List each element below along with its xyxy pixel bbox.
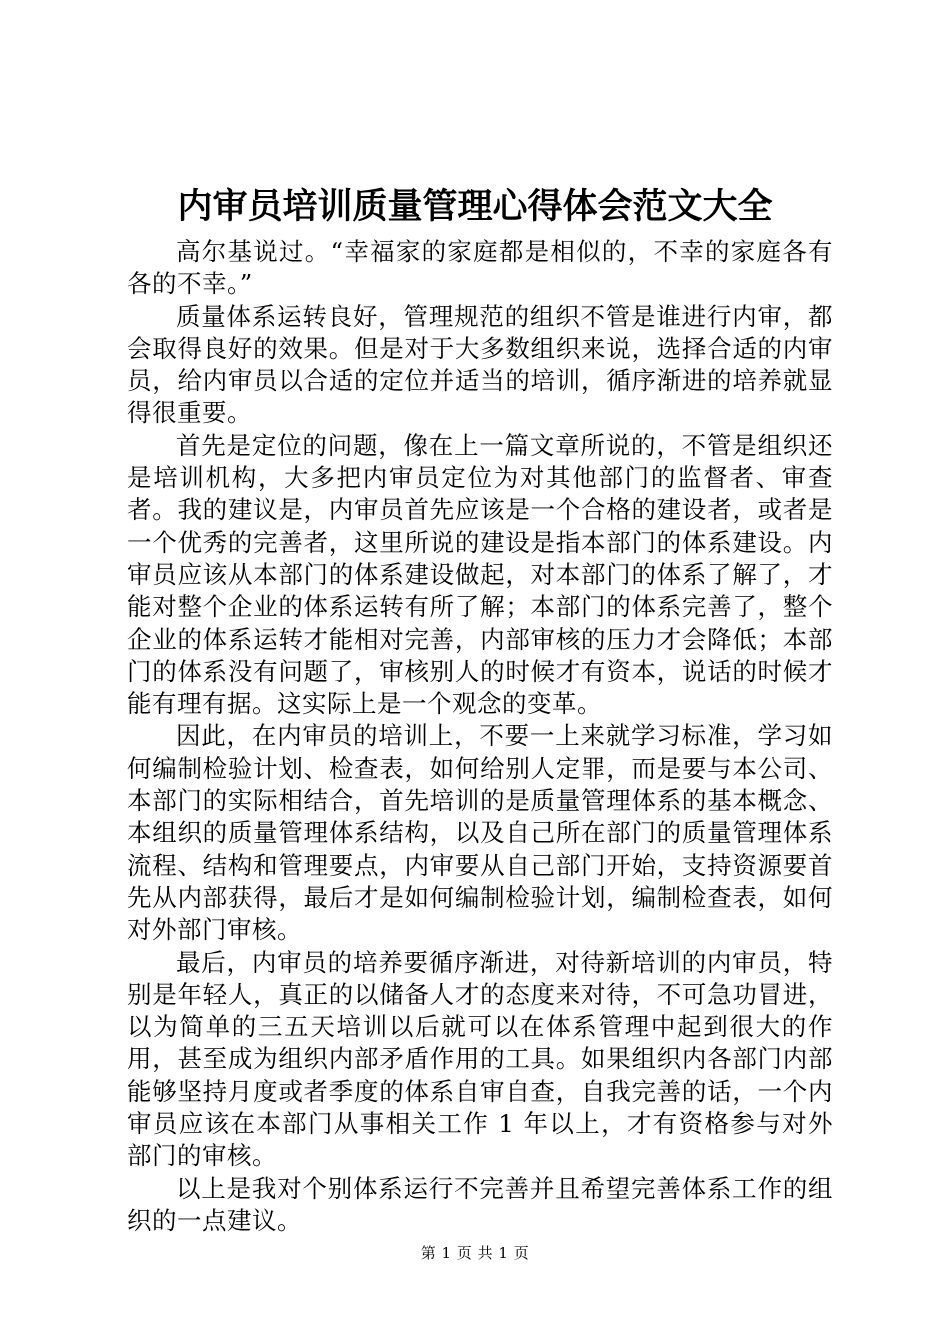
paragraph-4: 因此，在内审员的培训上，不要一上来就学习标准，学习如何编制检验计划、检查表，如何给别人定罪，而是要与本公司、本部门的实际相结合，首先培训的是质量管理体系的基本概念、本组织的质量管理体系结构，以及自己所在部门的质量管理体系流程、结构和管理要点，内审要从自己部门开始，支持资源要首先从内部获得，最后才是如何编制检验计划，编制检查表，如何对外部门审核。	[127, 721, 833, 945]
document-body	[127, 236, 833, 1237]
paragraph-2: 质量体系运转良好，管理规范的组织不管是谁进行内审，都会取得良好的效果。但是对于大多数组织来说，选择合适的内审员，给内审员以合适的定位并适当的培训，循序渐进的培养就显得很重要。	[127, 301, 833, 428]
paragraph-5: 最后，内审员的培养要循序渐进，对待新培训的内审员，特别是年轻人，真正的以储备人才的态度来对待，不可急功冒进，以为简单的三五天培训以后就可以在体系管理中起到很大的作用，甚至成为组织内部矛盾作用的工具。如果组织内各部门内部能够坚持月度或者季度的体系自审自查，自我完善的话，一个内审员应该在本部门从事相关工作 1 年以上，才有资格参与对外部门的审核。	[127, 947, 833, 1171]
page-footer: 第 1 页 共 1 页	[420, 1244, 530, 1262]
paragraph-1: 高尔基说过。“幸福家的家庭都是相似的，不幸的家庭各有各的不幸。”	[127, 237, 833, 299]
document-title: 内审员培训质量管理心得体会范文大全	[177, 186, 773, 227]
paragraph-6: 以上是我对个别体系运行不完善并且希望完善体系工作的组织的一点建议。	[127, 1173, 833, 1235]
paragraph-3: 首先是定位的问题，像在上一篇文章所说的，不管是组织还是培训机构，大多把内审员定位为对其他部门的监督者、审查者。我的建议是，内审员首先应该是一个合格的建设者，或者是一个优秀的完善者，这里所说的建设是指本部门的体系建设。内审员应该从本部门的体系建设做起，对本部门的体系了解了，才能对整个企业的体系运转有所了解；本部门的体系完善了，整个企业的体系运转才能相对完善，内部审核的压力才会降低；本部门的体系没有问题了，审核别人的时候才有资本，说话的时候才能有理有据。这实际上是一个观念的变革。	[127, 430, 833, 719]
